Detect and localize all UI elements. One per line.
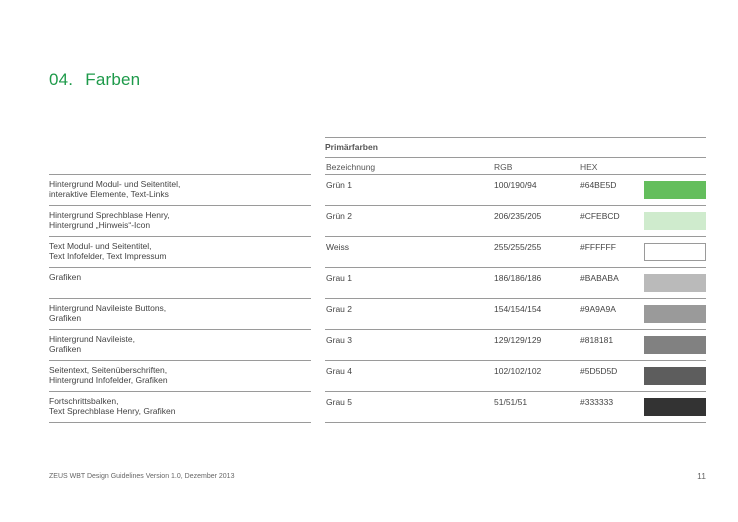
usage-line-1: Text Modul- und Seitentitel, bbox=[49, 241, 152, 251]
usage-line-1: Hintergrund Sprechblase Henry, bbox=[49, 210, 170, 220]
table-bottom-rule-right bbox=[325, 422, 706, 423]
usage-line-2: Grafiken bbox=[49, 313, 82, 323]
color-rgb: 129/129/129 bbox=[494, 335, 542, 345]
row-rule-right bbox=[325, 205, 706, 206]
usage-line-2: Grafiken bbox=[49, 344, 82, 354]
usage-line-2: Hintergrund „Hinweis“-Icon bbox=[49, 220, 151, 230]
usage-line-1: Hintergrund Modul- und Seitentitel, bbox=[49, 179, 181, 189]
column-header-name: Bezeichnung bbox=[326, 162, 376, 172]
color-name: Grau 3 bbox=[326, 335, 352, 345]
color-table bbox=[49, 174, 706, 422]
color-name: Grün 2 bbox=[326, 211, 352, 221]
usage-line-2: Text Sprechblase Henry, Grafiken bbox=[49, 406, 176, 416]
color-rgb: 51/51/51 bbox=[494, 397, 528, 407]
table-header bbox=[325, 137, 706, 175]
usage-text bbox=[49, 179, 309, 199]
table-row bbox=[49, 267, 706, 298]
row-rule-right bbox=[325, 360, 706, 361]
column-header-hex: HEX bbox=[580, 162, 598, 172]
color-hex: #9A9A9A bbox=[580, 304, 616, 314]
footer-text: ZEUS WBT Design Guidelines Version 1.0, Dezember 2013 bbox=[49, 473, 235, 480]
table-row bbox=[49, 360, 706, 391]
row-rule-right bbox=[325, 298, 706, 299]
color-hex: #FFFFFF bbox=[580, 242, 616, 252]
table-row bbox=[49, 205, 706, 236]
row-rule-left bbox=[49, 205, 311, 206]
usage-line-2: Hintergrund Infofelder, Grafiken bbox=[49, 375, 168, 385]
usage-line-1: Hintergrund Navileiste Buttons, bbox=[49, 303, 167, 313]
row-rule-left bbox=[49, 329, 311, 330]
color-swatch bbox=[644, 212, 706, 230]
color-name: Grau 5 bbox=[326, 397, 352, 407]
row-rule-right bbox=[325, 391, 706, 392]
row-rule-right bbox=[325, 267, 706, 268]
color-swatch bbox=[644, 305, 706, 323]
color-swatch bbox=[644, 181, 706, 199]
page-title bbox=[49, 70, 140, 90]
color-hex: #5D5D5D bbox=[580, 366, 618, 376]
usage-text bbox=[49, 241, 309, 261]
usage-line-2: Text Infofelder, Text Impressum bbox=[49, 251, 167, 261]
usage-text bbox=[49, 303, 309, 323]
usage-line-1: Hintergrund Navileiste, bbox=[49, 334, 135, 344]
usage-text bbox=[49, 272, 309, 282]
row-rule-left bbox=[49, 391, 311, 392]
color-hex: #333333 bbox=[580, 397, 614, 407]
usage-line-2: interaktive Elemente, Text-Links bbox=[49, 189, 169, 199]
usage-text bbox=[49, 334, 309, 354]
usage-text bbox=[49, 210, 309, 230]
table-row bbox=[49, 298, 706, 329]
table-row bbox=[49, 236, 706, 267]
row-rule-left bbox=[49, 360, 311, 361]
color-rgb: 154/154/154 bbox=[494, 304, 542, 314]
row-rule-left bbox=[49, 298, 311, 299]
color-name: Weiss bbox=[326, 242, 349, 252]
color-rgb: 206/235/205 bbox=[494, 211, 542, 221]
row-rule-left bbox=[49, 174, 311, 175]
color-hex: #CFEBCD bbox=[580, 211, 620, 221]
color-rgb: 186/186/186 bbox=[494, 273, 542, 283]
usage-line-1: Fortschrittsbalken, bbox=[49, 396, 119, 406]
usage-line-1: Seitentext, Seitenüberschriften, bbox=[49, 365, 168, 375]
table-row bbox=[49, 391, 706, 422]
usage-line-1: Grafiken bbox=[49, 272, 82, 282]
section-label: Primärfarben bbox=[325, 142, 378, 152]
row-rule-right bbox=[325, 329, 706, 330]
color-name: Grau 1 bbox=[326, 273, 352, 283]
color-name: Grau 2 bbox=[326, 304, 352, 314]
color-rgb: 255/255/255 bbox=[494, 242, 542, 252]
color-name: Grün 1 bbox=[326, 180, 352, 190]
color-swatch bbox=[644, 336, 706, 354]
section-number: 04. bbox=[49, 70, 74, 89]
color-swatch bbox=[644, 274, 706, 292]
color-name: Grau 4 bbox=[326, 366, 352, 376]
page-number: 11 bbox=[697, 471, 706, 481]
color-hex: #BABABA bbox=[580, 273, 619, 283]
color-swatch bbox=[644, 367, 706, 385]
section-title: Farben bbox=[85, 70, 141, 89]
column-headers bbox=[325, 158, 706, 175]
row-rule-right bbox=[325, 174, 706, 175]
color-rgb: 100/190/94 bbox=[494, 180, 537, 190]
table-row bbox=[49, 174, 706, 205]
color-hex: #64BE5D bbox=[580, 180, 617, 190]
color-swatch bbox=[644, 398, 706, 416]
usage-text bbox=[49, 396, 309, 416]
color-swatch bbox=[644, 243, 706, 261]
row-rule-left bbox=[49, 267, 311, 268]
usage-text bbox=[49, 365, 309, 385]
column-header-rgb: RGB bbox=[494, 162, 513, 172]
color-rgb: 102/102/102 bbox=[494, 366, 542, 376]
row-rule-left bbox=[49, 236, 311, 237]
color-hex: #818181 bbox=[580, 335, 614, 345]
row-rule-right bbox=[325, 236, 706, 237]
table-bottom-rule-left bbox=[49, 422, 311, 423]
table-row bbox=[49, 329, 706, 360]
